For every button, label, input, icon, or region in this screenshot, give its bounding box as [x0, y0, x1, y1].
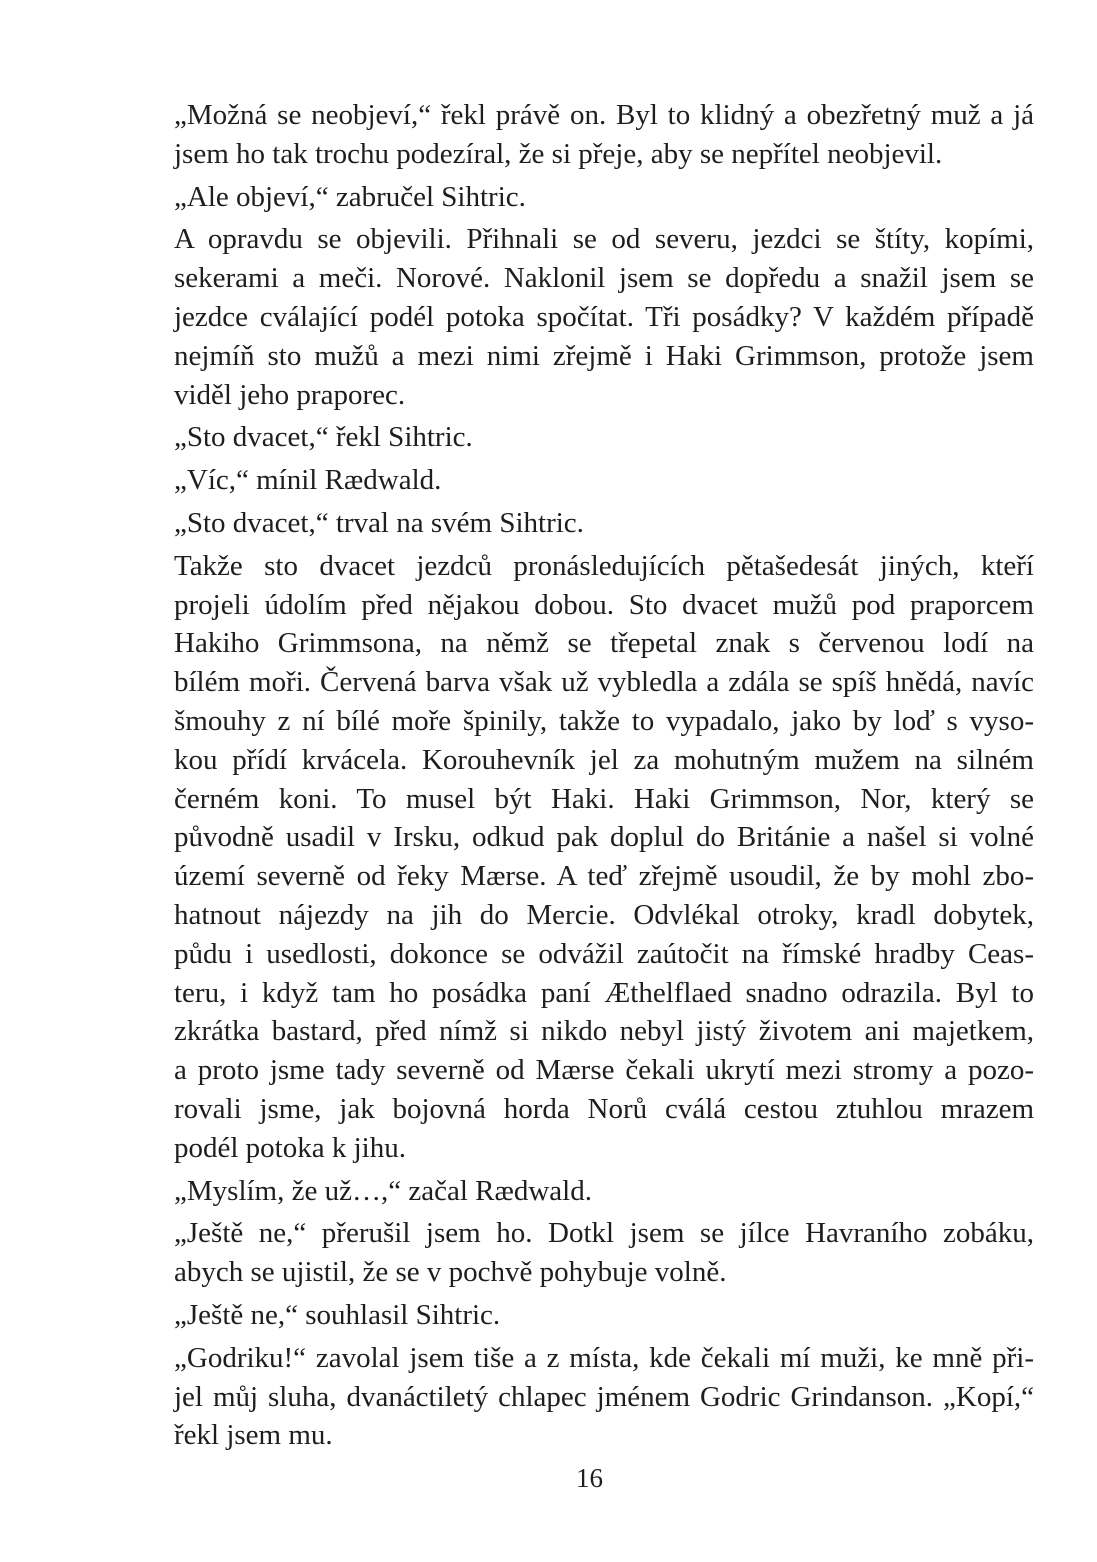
paragraph [148, 1214, 1034, 1292]
text-line: „Sto dvacet,“ řekl Sihtric. [174, 421, 473, 454]
text-line: „Ale objeví,“ zabručel Sihtric. [174, 180, 526, 213]
text-line: Hakiho Grimmsona, na němž se třepetal znak s červenou lodí na [174, 627, 1034, 660]
paragraph [148, 220, 1034, 414]
text-line: podél potoka k jihu. [174, 1131, 406, 1164]
text-line: „Sto dvacet,“ trval na svém Sihtric. [174, 506, 584, 539]
text-line: abych se ujistil, že se v pochvě pohybuje volně. [174, 1256, 727, 1289]
text-line: původně usadil v Irsku, odkud pak doplul do Británie a našel si volné [174, 821, 1034, 854]
text-line: „Možná se neobjeví,“ řekl právě on. Byl to klidný a obezřetný muž a já [174, 99, 1034, 131]
paragraph [148, 178, 1034, 217]
page-number-label: 16 [576, 1463, 603, 1493]
text-line: nejmíň sto mužů a mezi nimi zřejmě i Haki Grimmson, protože jsem [174, 339, 1034, 372]
text-line: půdu i usedlosti, dokonce se odvážil zaútočit na římské hradby Ceas- [174, 937, 1034, 970]
paragraph [148, 547, 1034, 1168]
text-line: jsem ho tak trochu podezíral, že si přeje, aby se nepřítel neobjevil. [174, 137, 943, 170]
text-line: kou přídí krvácela. Korouhevník jel za mohutným mužem na silném [174, 743, 1034, 776]
text-line: šmouhy z ní bílé moře špinily, takže to vypadalo, jako by loď s vyso- [174, 704, 1034, 737]
paragraph [148, 504, 1034, 543]
paragraph [148, 461, 1034, 500]
paragraph [148, 96, 1034, 174]
page-number [0, 1463, 1097, 1494]
text-line: bílém moři. Červená barva však už vybledla a zdála se spíš hnědá, navíc [174, 666, 1034, 699]
text-line: sekerami a meči. Norové. Naklonil jsem se dopředu a snažil jsem se [174, 262, 1034, 295]
text-line: zkrátka bastard, před nímž si nikdo nebyl jistý životem ani majetkem, [174, 1015, 1034, 1048]
paragraph [148, 1172, 1034, 1211]
text-line: hatnout nájezdy na jih do Mercie. Odvlékal otroky, kradl dobytek, [174, 898, 1034, 931]
paragraph [148, 1339, 1034, 1455]
text-line: A opravdu se objevili. Přihnali se od severu, jezdci se štíty, kopími, [174, 223, 1034, 256]
text-line: „Víc,“ mínil Rædwald. [174, 464, 442, 497]
paragraph [148, 1296, 1034, 1335]
text-line: černém koni. To musel být Haki. Haki Grimmson, Nor, který se [174, 782, 1034, 815]
text-line: viděl jeho praporec. [174, 378, 406, 411]
text-line: Takže sto dvacet jezdců pronásledujících pětašedesát jiných, kteří [174, 549, 1034, 582]
text-line: území severně od řeky Mærse. A teď zřejmě usoudil, že by mohl zbo- [174, 860, 1034, 893]
text-line: jezdce cválající podél potoka spočítat. Tři posádky? V každém případě [174, 300, 1034, 333]
text-line: jel můj sluha, dvanáctiletý chlapec jménem Godric Grindanson. „Kopí,“ [174, 1380, 1034, 1413]
text-line: „Godriku!“ zavolal jsem tiše a z místa, kde čekali mí muži, ke mně při- [174, 1341, 1034, 1374]
text-line: a proto jsme tady severně od Mærse čekali ukrytí mezi stromy a pozo- [174, 1054, 1034, 1087]
paragraph [148, 418, 1034, 457]
body-text [148, 96, 1034, 1459]
text-line: „Ještě ne,“ přerušil jsem ho. Dotkl jsem se jílce Havraního zobáku, [174, 1217, 1034, 1250]
text-line: „Ještě ne,“ souhlasil Sihtric. [174, 1298, 501, 1331]
text-line: „Myslím, že už…,“ začal Rædwald. [174, 1174, 592, 1207]
text-line: projeli údolím před nějakou dobou. Sto dvacet mužů pod praporcem [174, 588, 1034, 621]
text-line: řekl jsem mu. [174, 1419, 333, 1452]
text-line: rovali jsme, jak bojovná horda Norů cválá cestou ztuhlou mrazem [174, 1092, 1034, 1125]
text-line: teru, i když tam ho posádka paní Æthelflaed snadno odrazila. Byl to [174, 976, 1034, 1009]
